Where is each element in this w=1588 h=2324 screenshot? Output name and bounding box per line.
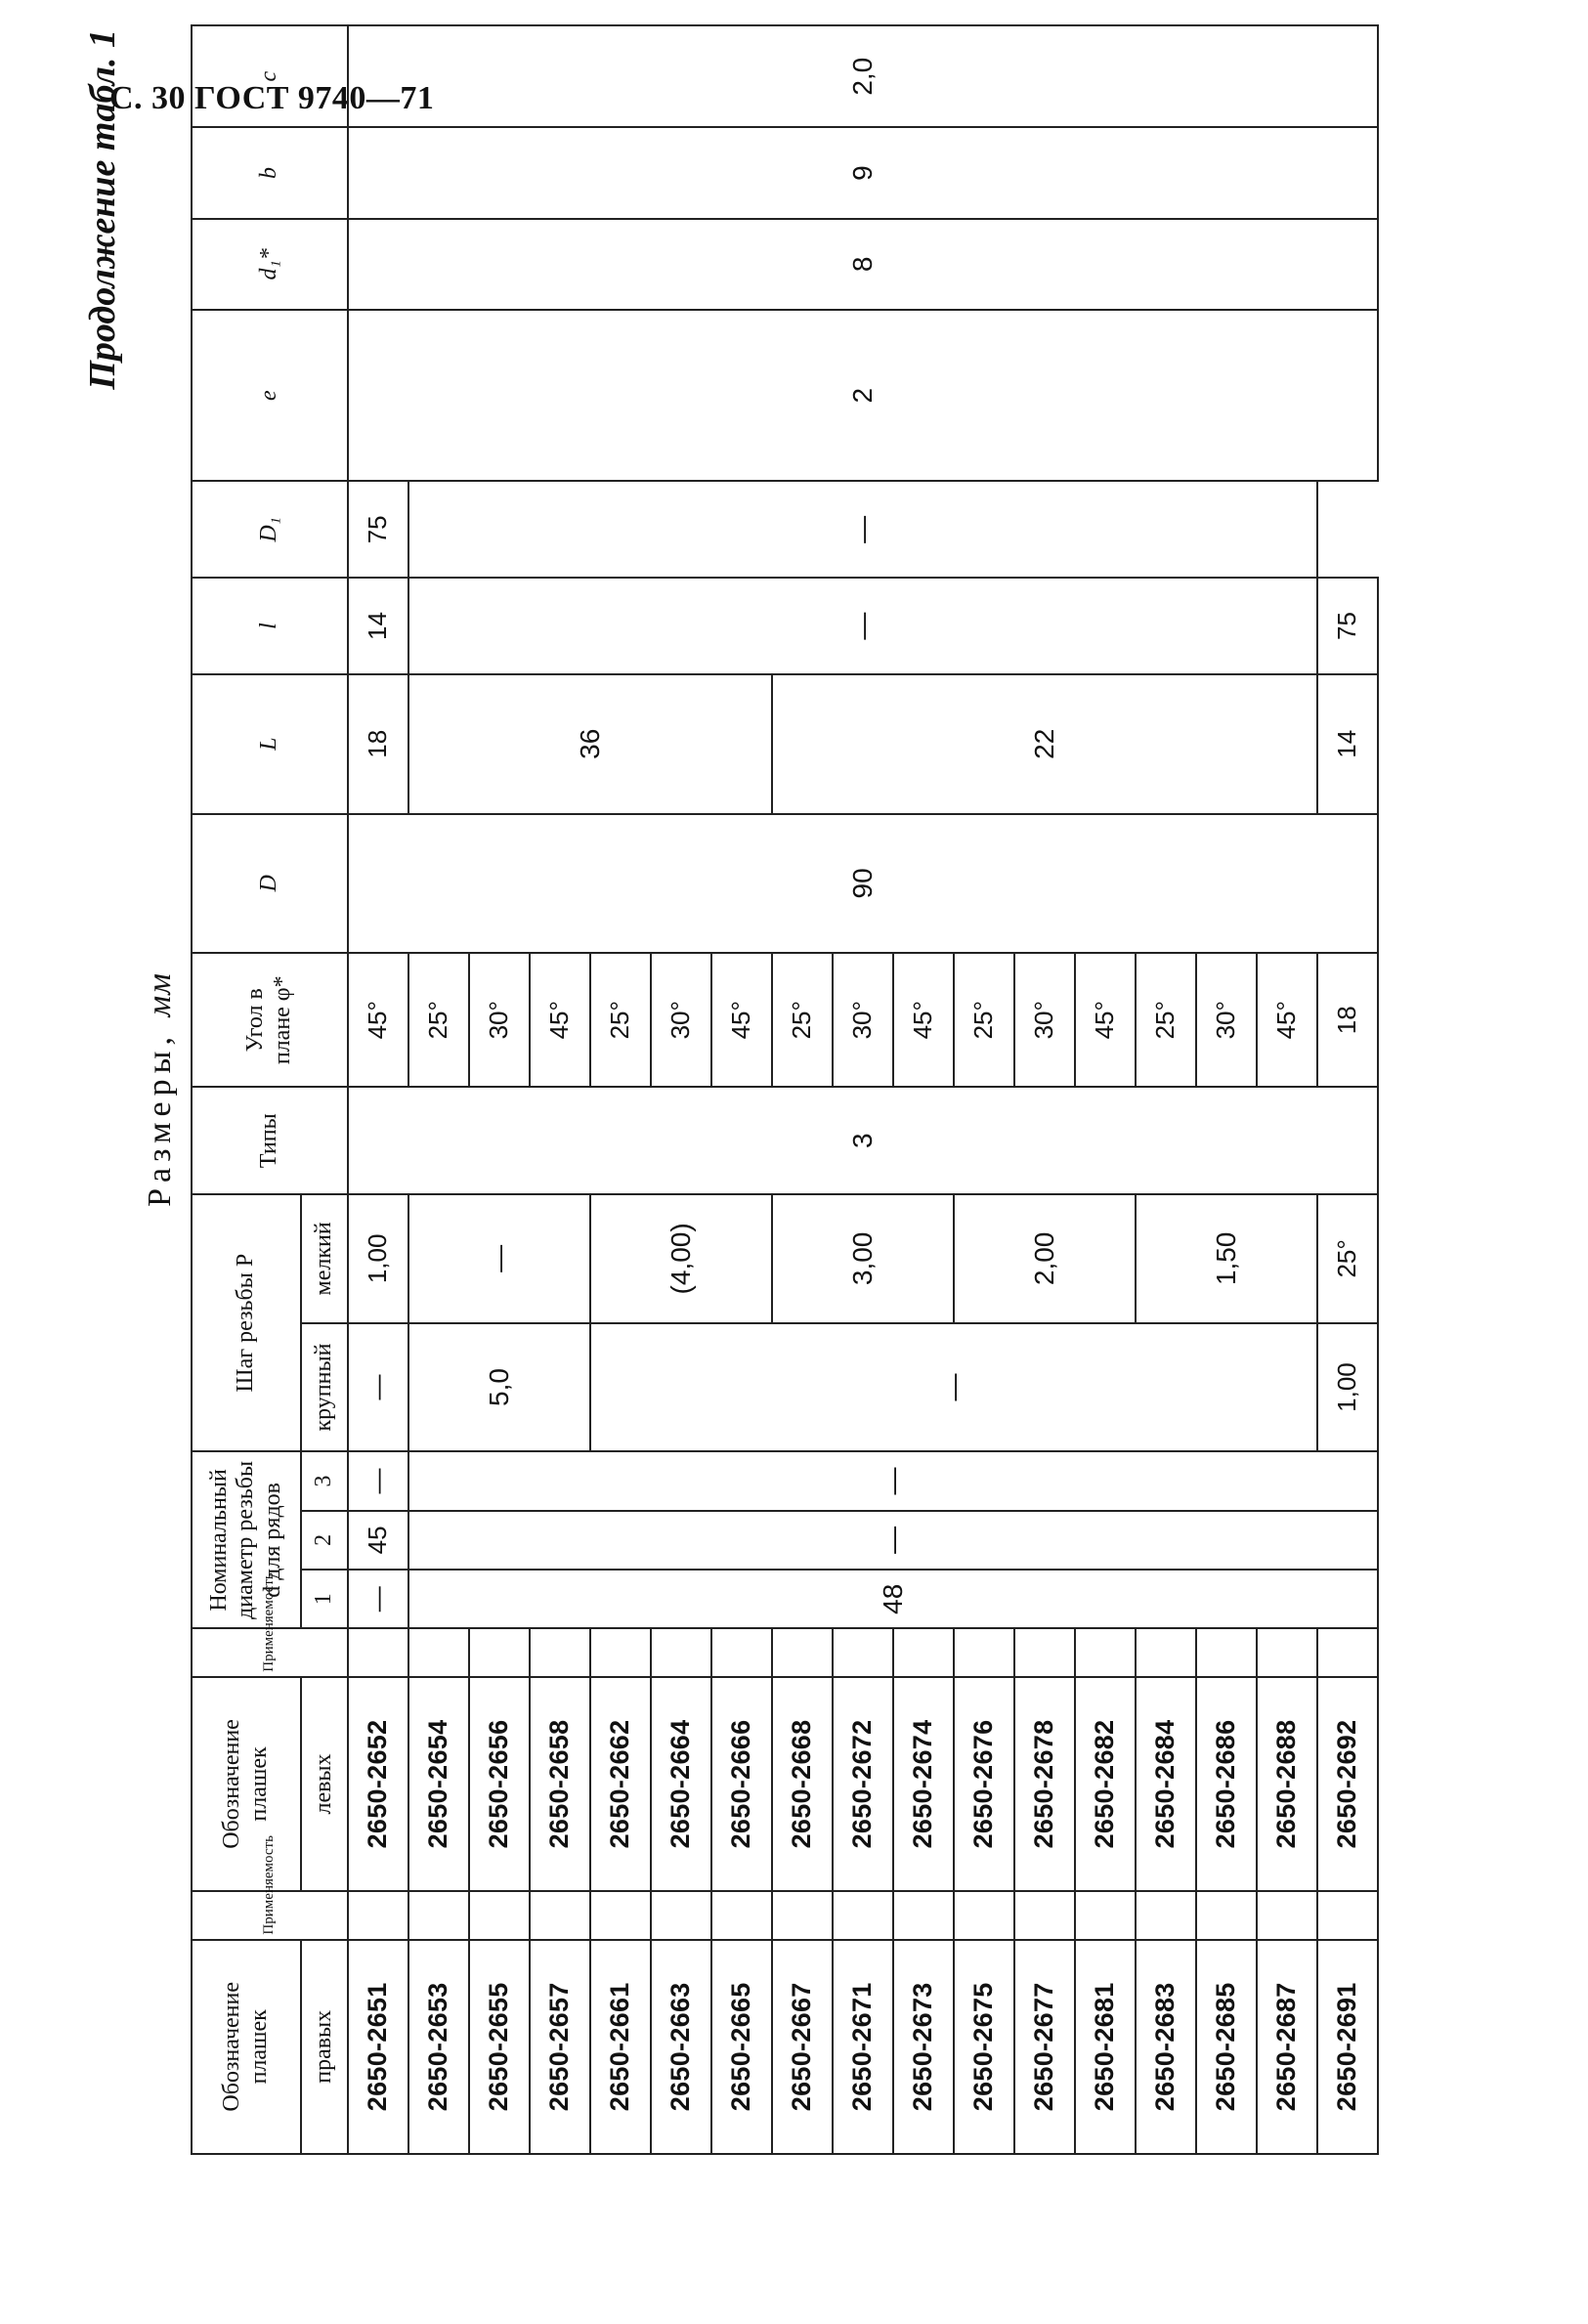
cell-applicability — [1075, 1628, 1136, 1676]
cell-D1-merged: — — [408, 481, 1317, 578]
cell-l: 14 — [1317, 674, 1378, 814]
cell-angle: 30° — [833, 953, 893, 1087]
cell-applicability — [590, 1628, 651, 1676]
table-caption: Продолжение табл. 1 — [82, 29, 123, 390]
cell-coarse-merged: — — [590, 1323, 1317, 1452]
header-L: L — [192, 674, 348, 814]
cell-right-code: 2650-2651 — [348, 1940, 408, 2154]
cell-angle: 45° — [530, 953, 590, 1087]
cell-angle: 25° — [590, 953, 651, 1087]
cell-diam-row2: 45 — [348, 1511, 408, 1570]
cell-angle: 45° — [1075, 953, 1136, 1087]
cell-fine-merged: 1,50 — [1136, 1194, 1317, 1323]
cell-fine: 1,00 — [1317, 1323, 1378, 1452]
cell-applicability — [408, 1891, 469, 1939]
cell-applicability — [1317, 1891, 1378, 1939]
cell-left-code: 2650-2686 — [1196, 1677, 1257, 1891]
cell-applicability — [711, 1628, 772, 1676]
cell-L-merged: 36 — [408, 674, 772, 814]
cell-fine-merged: — — [408, 1194, 590, 1323]
cell-e: 2 — [348, 310, 1378, 482]
header-b: b — [192, 127, 348, 218]
cell-angle: 45° — [711, 953, 772, 1087]
cell-angle: 30° — [469, 953, 530, 1087]
header-left: левых — [301, 1677, 348, 1891]
cell-fine: 1,00 — [348, 1194, 408, 1323]
page-header: С. 30 ГОСТ 9740—71 — [109, 80, 435, 116]
cell-angle: 45° — [1257, 953, 1317, 1087]
cell-applicability — [954, 1891, 1014, 1939]
header-l: l — [192, 578, 348, 674]
cell-left-code: 2650-2676 — [954, 1677, 1014, 1891]
cell-applicability — [954, 1628, 1014, 1676]
cell-left-code: 2650-2672 — [833, 1677, 893, 1891]
header-D1: D₁ — [192, 481, 348, 578]
cell-right-code: 2650-2665 — [711, 1940, 772, 2154]
cell-applicability — [348, 1628, 408, 1676]
cell-L: 18 — [1317, 953, 1378, 1087]
cell-applicability — [1196, 1628, 1257, 1676]
cell-b: 9 — [348, 127, 1378, 218]
cell-d1: 8 — [348, 219, 1378, 310]
header-designation-left: Обозначение плашек — [192, 1677, 301, 1891]
cell-right-code: 2650-2685 — [1196, 1940, 1257, 2154]
header-coarse: крупный — [301, 1323, 348, 1452]
cell-angle: 25° — [1136, 953, 1196, 1087]
header-applicability-left: Применяемость — [192, 1628, 348, 1676]
cell-right-code: 2650-2677 — [1014, 1940, 1075, 2154]
cell-left-code: 2650-2656 — [469, 1677, 530, 1891]
cell-left-code: 2650-2664 — [651, 1677, 711, 1891]
cell-applicability — [1136, 1628, 1196, 1676]
cell-applicability — [530, 1628, 590, 1676]
header-c: c — [192, 25, 348, 127]
cell-coarse-merged: 5,0 — [408, 1323, 590, 1452]
cell-right-code: 2650-2687 — [1257, 1940, 1317, 2154]
cell-angle: 25° — [1317, 1194, 1378, 1323]
cell-D1: 75 — [348, 481, 408, 578]
cell-applicability — [651, 1628, 711, 1676]
cell-applicability — [1075, 1891, 1136, 1939]
cell-right-code: 2650-2661 — [590, 1940, 651, 2154]
cell-right-code: 2650-2683 — [1136, 1940, 1196, 2154]
cell-left-code: 2650-2678 — [1014, 1677, 1075, 1891]
cell-fine-merged: (4,00) — [590, 1194, 772, 1323]
cell-angle: 25° — [772, 953, 833, 1087]
header-right: правых — [301, 1940, 348, 2154]
cell-fine-merged: 2,00 — [954, 1194, 1136, 1323]
cell-angle: 45° — [893, 953, 954, 1087]
subtitle-unit: мм — [142, 972, 178, 1017]
header-pitch: Шаг резьбы P — [192, 1194, 301, 1451]
cell-applicability — [833, 1891, 893, 1939]
cell-left-code: 2650-2692 — [1317, 1677, 1378, 1891]
cell-applicability — [1136, 1891, 1196, 1939]
table-subtitle: Размеры, мм — [142, 972, 178, 1207]
cell-left-code: 2650-2684 — [1136, 1677, 1196, 1891]
cell-applicability — [833, 1628, 893, 1676]
cell-right-code: 2650-2655 — [469, 1940, 530, 2154]
header-d1: d₁* — [192, 219, 348, 310]
cell-type: 3 — [348, 1087, 1378, 1194]
cell-applicability — [469, 1891, 530, 1939]
cell-applicability — [772, 1628, 833, 1676]
cell-c: 2,0 — [348, 25, 1378, 127]
cell-left-code: 2650-2666 — [711, 1677, 772, 1891]
cell-applicability — [348, 1891, 408, 1939]
cell-diam-row2-merged: — — [408, 1511, 1378, 1570]
cell-right-code: 2650-2671 — [833, 1940, 893, 2154]
dimensions-table — [191, 24, 1379, 2155]
cell-applicability — [893, 1628, 954, 1676]
cell-diam-row3-merged: — — [408, 1451, 1378, 1510]
header-fine: мелкий — [301, 1194, 348, 1323]
cell-L-merged: 22 — [772, 674, 1317, 814]
header-row-3: 3 — [301, 1451, 348, 1510]
cell-applicability — [1196, 1891, 1257, 1939]
cell-applicability — [1014, 1628, 1075, 1676]
rotated-table-sheet — [82, 24, 1481, 2155]
cell-left-code: 2650-2654 — [408, 1677, 469, 1891]
header-D: D — [192, 814, 348, 954]
cell-applicability — [469, 1628, 530, 1676]
cell-left-code: 2650-2652 — [348, 1677, 408, 1891]
cell-left-code: 2650-2658 — [530, 1677, 590, 1891]
cell-left-code: 2650-2668 — [772, 1677, 833, 1891]
cell-angle: 45° — [348, 953, 408, 1087]
cell-diam-row3: — — [348, 1451, 408, 1510]
cell-right-code: 2650-2663 — [651, 1940, 711, 2154]
cell-coarse: — — [348, 1323, 408, 1452]
cell-right-code: 2650-2667 — [772, 1940, 833, 2154]
cell-applicability — [1257, 1628, 1317, 1676]
cell-left-code: 2650-2662 — [590, 1677, 651, 1891]
cell-right-code: 2650-2691 — [1317, 1940, 1378, 2154]
cell-applicability — [772, 1891, 833, 1939]
table-row — [348, 25, 408, 2154]
cell-applicability — [530, 1891, 590, 1939]
cell-angle: 25° — [954, 953, 1014, 1087]
cell-left-code: 2650-2674 — [893, 1677, 954, 1891]
cell-right-code: 2650-2681 — [1075, 1940, 1136, 2154]
cell-diam-row1-merged: 48 — [408, 1570, 1378, 1628]
cell-diam-row1: — — [348, 1570, 408, 1628]
cell-applicability — [1014, 1891, 1075, 1939]
cell-applicability — [893, 1891, 954, 1939]
cell-applicability — [408, 1628, 469, 1676]
cell-L: 18 — [348, 674, 408, 814]
cell-applicability — [1257, 1891, 1317, 1939]
cell-angle: 30° — [1196, 953, 1257, 1087]
header-types: Типы — [192, 1087, 348, 1194]
cell-fine-merged: 3,00 — [772, 1194, 954, 1323]
cell-right-code: 2650-2657 — [530, 1940, 590, 2154]
header-applicability-right: Применяемость — [192, 1891, 348, 1939]
header-row-2: 2 — [301, 1511, 348, 1570]
cell-l-merged: — — [408, 578, 1317, 674]
subtitle-text: Размеры — [142, 1045, 178, 1207]
cell-right-code: 2650-2653 — [408, 1940, 469, 2154]
header-e: e — [192, 310, 348, 482]
header-designation-right: Обозначение плашек — [192, 1940, 301, 2154]
header-angle: Угол в плане φ* — [192, 953, 348, 1087]
header-nominal-diameter: Номинальный диаметр резьбы d для рядов — [192, 1451, 301, 1628]
cell-l: 14 — [348, 578, 408, 674]
cell-right-code: 2650-2675 — [954, 1940, 1014, 2154]
header-row-1: 1 — [301, 1570, 348, 1628]
cell-angle: 30° — [651, 953, 711, 1087]
cell-D: 90 — [348, 814, 1378, 954]
cell-angle: 25° — [408, 953, 469, 1087]
cell-applicability — [1317, 1628, 1378, 1676]
cell-angle: 30° — [1014, 953, 1075, 1087]
cell-applicability — [590, 1891, 651, 1939]
cell-right-code: 2650-2673 — [893, 1940, 954, 2154]
cell-applicability — [651, 1891, 711, 1939]
cell-left-code: 2650-2688 — [1257, 1677, 1317, 1891]
cell-D1: 75 — [1317, 578, 1378, 674]
cell-applicability — [711, 1891, 772, 1939]
cell-left-code: 2650-2682 — [1075, 1677, 1136, 1891]
